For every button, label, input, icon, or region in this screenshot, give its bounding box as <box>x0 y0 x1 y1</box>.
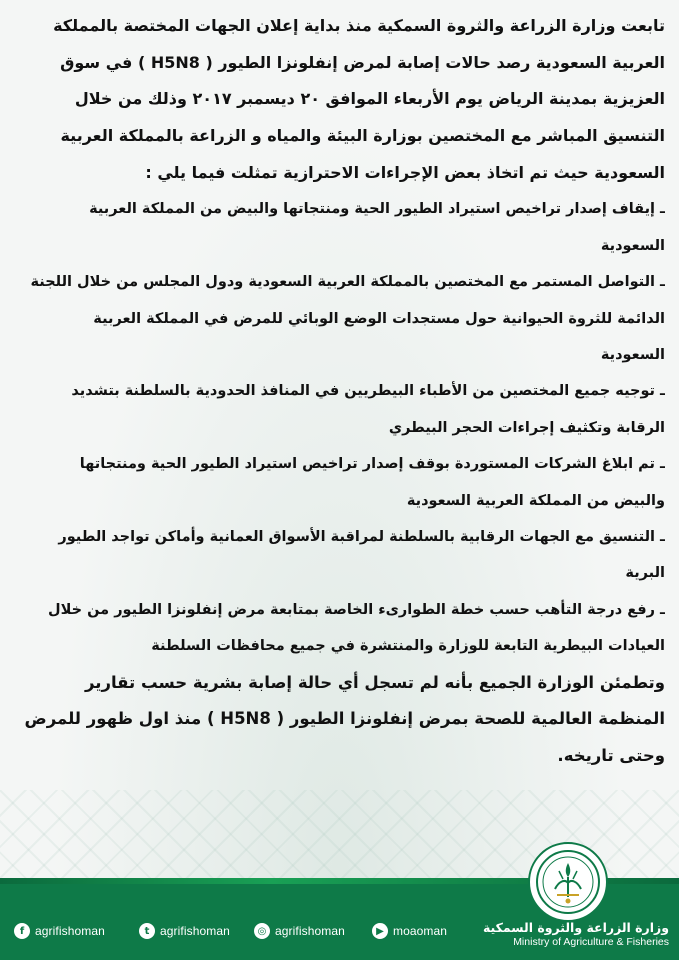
text-line: العزيزية بمدينة الرياض يوم الأربعاء الموافق ٢٠ ديسمبر ٢٠١٧ وذلك من خلال <box>74 89 665 109</box>
text-line: وحتى تاريخه. <box>557 745 665 765</box>
text-line: الرقابة وتكثيف إجراءات الحجر البيطري <box>388 419 665 436</box>
text-line: تابعت وزارة الزراعة والثروة السمكية منذ بداية إعلان الجهات المختصة بالمملكة <box>53 16 665 35</box>
text-line: البرية <box>625 565 665 582</box>
social-handle: agrifishoman <box>275 924 345 938</box>
text-line: ـ إيقاف إصدار تراخيص استيراد الطيور الحية ومنتجاتها والبيض من المملكة العربية <box>89 201 665 218</box>
text-line: العيادات البيطرية التابعة للوزارة والمنتشرة في جميع محافظات السلطنة <box>151 638 665 655</box>
text-line: الدائمة للثروة الحيوانية حول مستجدات الوضع الوبائي للمرض في المملكة العربية <box>93 310 665 327</box>
text-line: السعودية <box>600 347 665 363</box>
text-line: التنسيق المباشر مع المختصين بوزارة البيئة والمياه و الزراعة بالمملكة العربية <box>60 126 665 146</box>
social-handle: moaoman <box>393 924 448 938</box>
facebook-icon: f <box>14 923 30 939</box>
text-line: ـ توجيه جميع المختصين من الأطباء البيطريين في المنافذ الحدودية بالسلطنة بتشديد <box>71 383 665 400</box>
social-youtube[interactable] <box>372 923 447 939</box>
measure-item-4 <box>16 446 665 519</box>
ministry-emblem <box>528 842 608 922</box>
social-handle: agrifishoman <box>35 924 105 938</box>
social-handle: agrifishoman <box>160 924 230 938</box>
ministry-name-en: Ministry of Agriculture & Fisheries <box>513 936 669 948</box>
measure-item-3 <box>16 373 665 446</box>
text-line: العربية السعودية رصد حالات إصابة لمرض إنفلونزا الطيور ( H5N8 ) في سوق <box>60 52 665 72</box>
twitter-icon: t <box>139 923 155 939</box>
emblem-icon <box>535 849 601 915</box>
text-line: المنظمة العالمية للصحة بمرض إنفلونزا الطيور ( H5N8 ) منذ اول ظهور للمرض <box>24 709 665 729</box>
closing-paragraph <box>16 665 665 775</box>
text-line: السعودية <box>600 237 665 254</box>
text-line: السعودية حيث تم اتخاذ بعض الإجراءات الاحترازية تمثلت فيما يلي : <box>145 162 665 182</box>
measure-item-1 <box>16 191 665 264</box>
announcement-body <box>16 8 665 775</box>
text-line: ـ التنسيق مع الجهات الرقابية بالسلطنة لمراقبة الأسواق العمانية وأماكن تواجد الطيور <box>58 528 665 545</box>
social-facebook[interactable] <box>14 923 105 939</box>
text-line: والبيض من المملكة العربية السعودية <box>406 492 665 509</box>
text-line: ـ التواصل المستمر مع المختصين بالمملكة العربية السعودية ودول المجلس من خلال اللجنة <box>30 274 665 291</box>
social-twitter[interactable] <box>139 923 230 939</box>
measure-item-5 <box>16 519 665 592</box>
text-line: وتطمئن الوزارة الجميع بأنه لم تسجل أي حالة إصابة بشرية حسب تقارير <box>85 672 665 692</box>
social-instagram[interactable] <box>254 923 345 939</box>
youtube-icon: ▶ <box>372 923 388 939</box>
intro-paragraph <box>16 8 665 191</box>
measure-item-6 <box>16 592 665 665</box>
instagram-icon: ◎ <box>254 923 270 939</box>
text-line: ـ رفع درجة التأهب حسب خطة الطوارىء الخاصة بمتابعة مرض إنفلونزا الطيور من خلال <box>48 601 665 618</box>
ministry-name <box>483 920 669 948</box>
measure-item-2 <box>16 264 665 373</box>
ministry-name-ar: وزارة الزراعة والثروة السمكية <box>482 920 669 935</box>
text-line: ـ تم ابلاغ الشركات المستوردة بوقف إصدار تراخيص استيراد الطيور الحية ومنتجاتها <box>79 456 665 473</box>
